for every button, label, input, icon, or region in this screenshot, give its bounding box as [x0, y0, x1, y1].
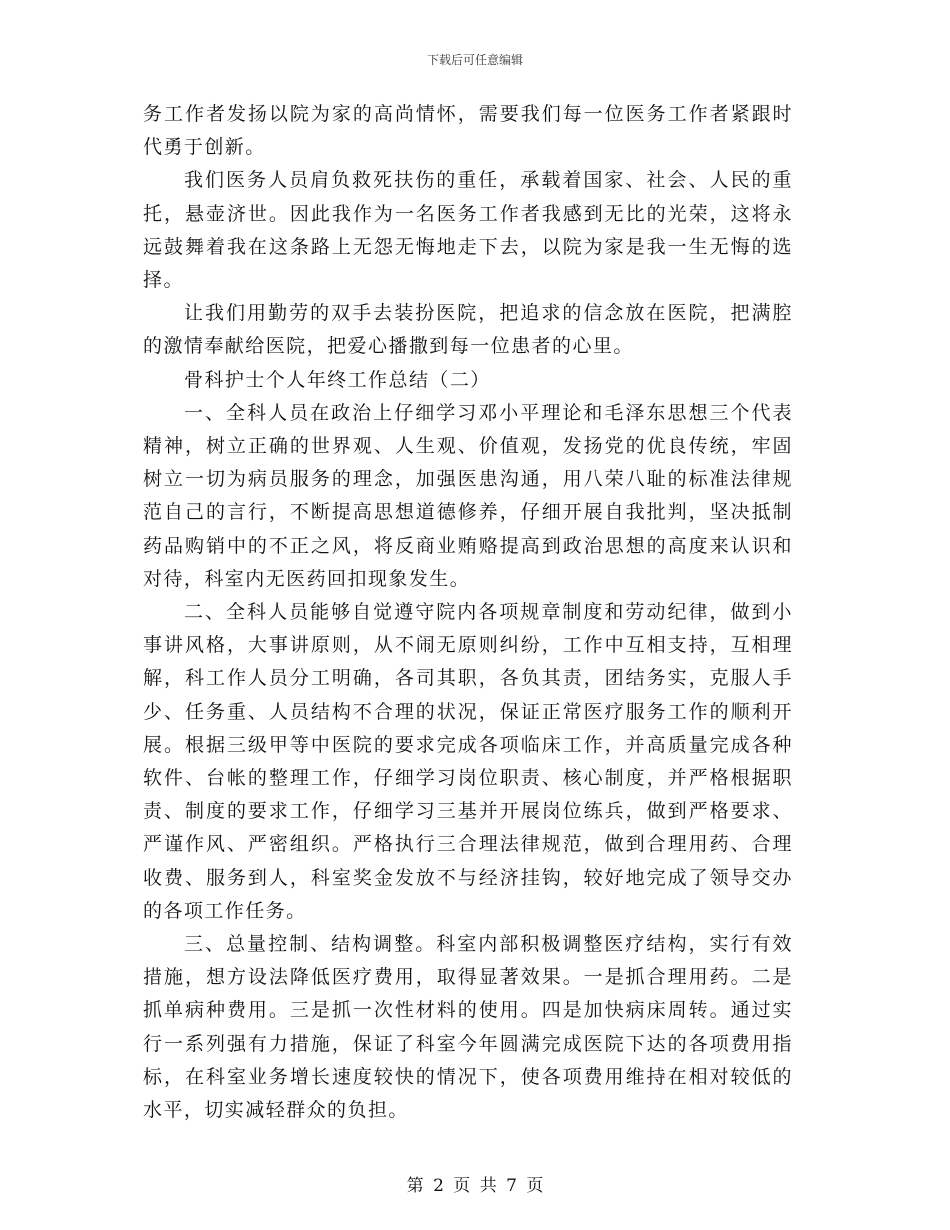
- paragraph-section-2: 二、全科人员能够自觉遵守院内各项规章制度和劳动纪律，做到小事讲风格，大事讲原则，从不闹无原则纠纷，工作中互相支持，互相理解，科工作人员分工明确，各司其职，各负其责，团结务实，克服人手少、任务重、人员结构不合理的状况，保证正常医疗服务工作的顺利开展。根据三级甲等中医院的要求完成各项临床工作，并高质量完成各种软件、台帐的整理工作，仔细学习岗位职责、核心制度，并严格根据职责、制度的要求工作，仔细学习三基并开展岗位练兵，做到严格要求、严谨作风、严密组织。严格执行三合理法律规范，做到合理用药、合理收费、服务到人，科室奖金发放不与经济挂钩，较好地完成了领导交办的各项工作任务。: [143, 601, 793, 922]
- page-number: 第 2 页 共 7 页: [406, 1176, 544, 1196]
- paragraph-3: 让我们用勤劳的双手去装扮医院，把追求的信念放在医院，把满腔的激情奉献给医院，把爱心播撒到每一位患者的心里。: [143, 302, 793, 358]
- paragraph-section-1: 一、全科人员在政治上仔细学习邓小平理论和毛泽东思想三个代表精神，树立正确的世界观、人生观、价值观，发扬党的优良传统，牢固树立一切为病员服务的理念，加强医患沟通，用八荣八耻的标准法律规范自己的言行，不断提高思想道德修养，仔细开展自我批判，坚决抵制药品购销中的不正之风，将反商业贿赂提高到政治思想的高度来认识和对待，科室内无医药回扣现象发生。: [143, 401, 793, 590]
- page-header-note: 下载后可任意编辑: [426, 53, 523, 67]
- section-heading: 骨科护士个人年终工作总结（二）: [184, 368, 491, 391]
- paragraph-1: 务工作者发扬以院为家的高尚情怀，需要我们每一位医务工作者紧跟时代勇于创新。: [143, 103, 793, 159]
- document-body: [143, 98, 793, 1127]
- paragraph-2: 我们医务人员肩负救死扶伤的重任，承载着国家、社会、人民的重托，悬壶济世。因此我作为一名医务工作者我感到无比的光荣，这将永远鼓舞着我在这条路上无怨无悔地走下去，以院为家是我一生无悔的选择。: [143, 169, 793, 292]
- paragraph-section-3: 三、总量控制、结构调整。科室内部积极调整医疗结构，实行有效措施，想方设法降低医疗费用，取得显著效果。一是抓合理用药。二是抓单病种费用。三是抓一次性材料的使用。四是加快病床周转。通过实行一系列强有力措施，保证了科室今年圆满完成医院下达的各项费用指标，在科室业务增长速度较快的情况下，使各项费用维持在相对较低的水平，切实减轻群众的负担。: [143, 933, 793, 1122]
